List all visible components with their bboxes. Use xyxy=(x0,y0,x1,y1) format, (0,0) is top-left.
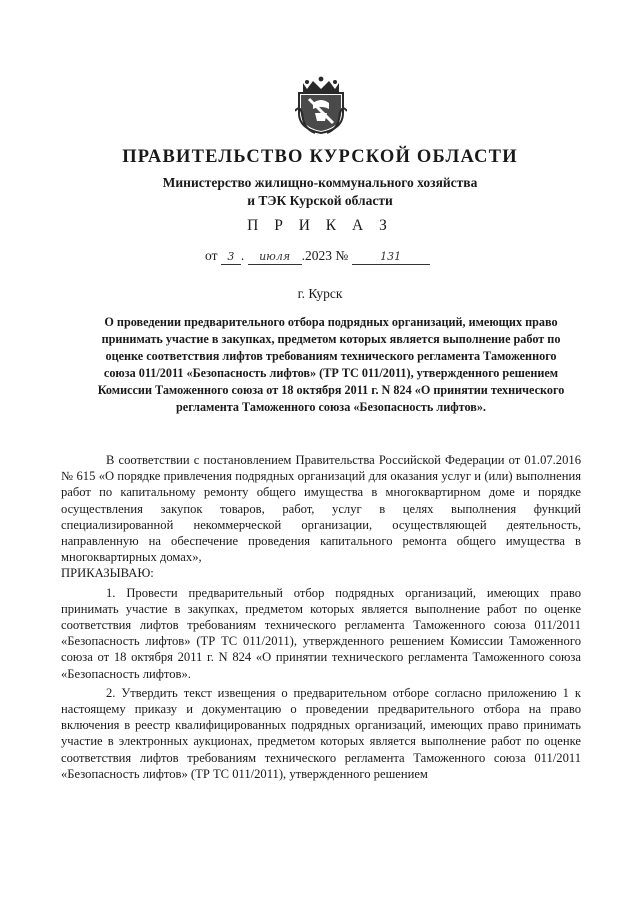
order-heading: О проведении предварительного отбора подрядных организаций, имеющих право принимать участие в закупках, предметом которых является выполнение работ по оценке соответствия лифтов требованиям технического регламента Таможенного союза 011/2011 «Безопасность лифтов» (ТР ТС 011/2011), утвержденного решением Комиссии Таможенного союза от 18 октября 2011 г. N 824 «О принятии технического регламента Таможенного союза «Безопасность лифтов». xyxy=(97,315,565,414)
preamble-paragraph: В соответствии с постановлением Правительства Российской Федерации от 01.07.2016 № 615 «О порядке привлечения подрядных организаций для оказания услуг и (или) выполнения работ по капитальному ремонту общего имущества в многоквартирном доме и порядке осуществления закупок товаров, работ, услуг в целях выполнения функций специализированной некоммерческой организации, осуществляющей деятельность, направленную на обеспечение проведения капитального ремонта общего имущества в многоквартирных домах», xyxy=(61,453,581,565)
ministry-line-2: и ТЭК Курской области xyxy=(247,193,393,208)
city: г. Курск xyxy=(297,286,343,301)
date-prefix: от xyxy=(205,248,218,263)
date-dot: . xyxy=(240,248,245,263)
order-item-2: 2. Утвердить текст извещения о предварительном отборе согласно приложению 1 к настоящему приказу и документацию о проведении предварительного отбора на право включения в реестр квалифицированных подрядных организаций, имеющих право принимать участие в электронных аукционах, предметом которых является выполнение работ по оценке соответствия лифтов требованиям технического регламента Таможенного союза 011/2011 «Безопасность лифтов» (ТР ТС 011/2011), утвержденного решением xyxy=(61,685,581,781)
date-number-line xyxy=(205,248,430,265)
date-day: 3 xyxy=(221,250,241,265)
date-year: .2023 xyxy=(301,248,332,263)
date-month: июля xyxy=(248,250,302,265)
order-number: 131 xyxy=(352,250,430,265)
order-word: ПРИКАЗЫВАЮ: xyxy=(61,566,154,581)
order-item-1: 1. Провести предварительный отбор подрядных организаций, имеющих право принимать участие в закупках, предметом которых является выполнение работ по оценке соответствия лифтов требованиям технического регламента Таможенного союза 011/2011 «Безопасность лифтов» (ТР ТС 011/2011), утвержденного решением Комиссии Таможенного союза от 18 октября 2011 г. N 824 «О принятии технического регламента Таможенного союза «Безопасность лифтов». xyxy=(61,585,581,681)
order-body xyxy=(61,452,581,782)
ministry-name xyxy=(0,174,640,210)
ministry-line-1: Министерство жилищно-коммунального хозяйства xyxy=(162,175,478,190)
government-title: ПРАВИТЕЛЬСТВО КУРСКОЙ ОБЛАСТИ xyxy=(122,147,518,167)
coat-of-arms-icon xyxy=(295,75,347,135)
number-sign: № xyxy=(335,248,349,263)
document-type: П Р И К А З xyxy=(247,217,393,234)
